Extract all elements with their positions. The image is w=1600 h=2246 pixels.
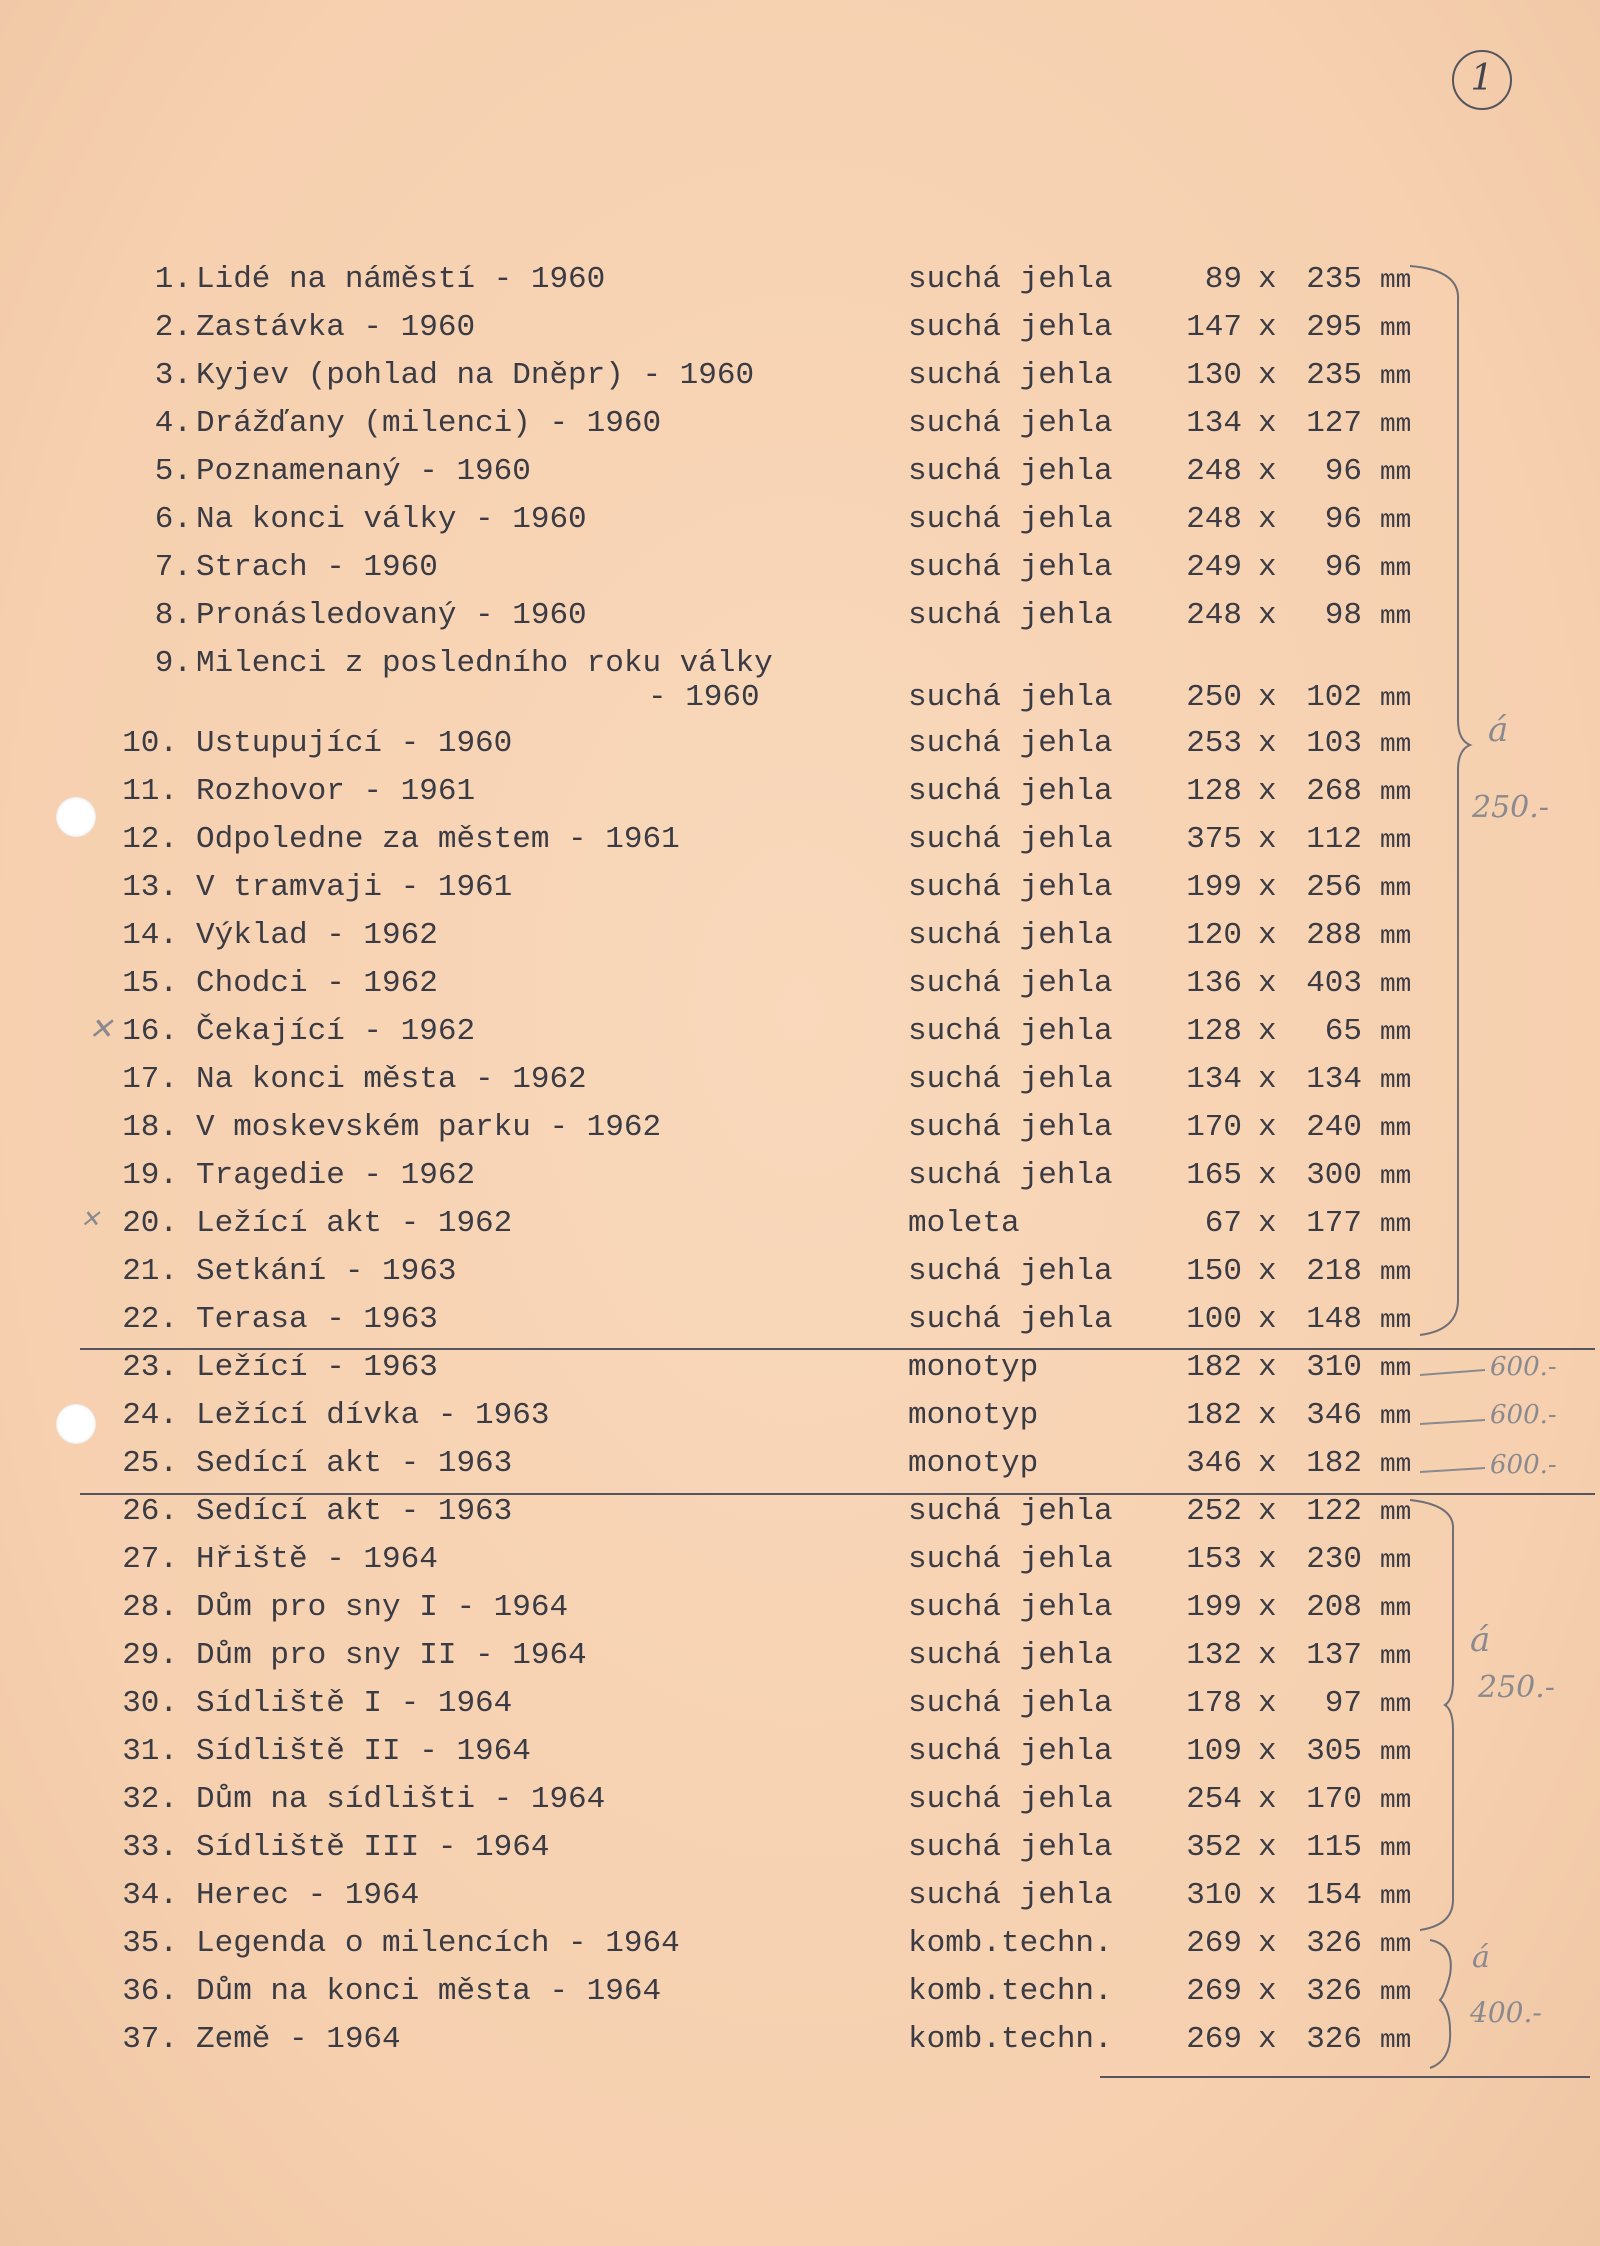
item-unit: mm [1380, 1641, 1412, 1671]
item-title: Rozhovor - 1961 [196, 774, 476, 809]
item-width: 134 [1186, 1062, 1242, 1097]
item-title: Dům na konci města - 1964 [196, 1974, 662, 2009]
dimension-separator: x [1258, 1014, 1277, 1049]
item-unit: mm [1380, 1593, 1412, 1623]
item-technique: suchá jehla [908, 454, 1113, 489]
item-number: 18. [122, 1110, 178, 1145]
item-height: 65 [1324, 1014, 1362, 1049]
pencil-note-price: 600.- [1490, 1400, 1557, 1430]
item-number: 29. [122, 1638, 178, 1673]
item-width: 89 [1204, 262, 1242, 297]
item-width: 153 [1186, 1542, 1242, 1577]
item-technique: suchá jehla [908, 1062, 1113, 1097]
item-height: 326 [1306, 1974, 1362, 2009]
item-technique: suchá jehla [908, 1158, 1113, 1193]
dimension-separator: x [1258, 598, 1277, 633]
item-height: 182 [1306, 1446, 1362, 1481]
item-width: 352 [1186, 1830, 1242, 1865]
item-number: 7. [154, 550, 192, 585]
dimension-separator: x [1258, 1494, 1277, 1529]
item-width: 136 [1186, 966, 1242, 1001]
item-height: 403 [1306, 966, 1362, 1001]
dimension-separator: x [1258, 1398, 1277, 1433]
dimension-separator: x [1258, 918, 1277, 953]
bracket-group-2 [1410, 1500, 1453, 1930]
item-title: Sedící akt - 1963 [196, 1446, 513, 1481]
item-unit: mm [1380, 2025, 1412, 2055]
item-height: 240 [1306, 1110, 1362, 1145]
item-width: 128 [1186, 774, 1242, 809]
item-number: 13. [122, 870, 178, 905]
dimension-separator: x [1258, 1350, 1277, 1385]
pencil-note-price: 400.- [1470, 1996, 1542, 2029]
dimension-separator: x [1258, 1926, 1277, 1961]
item-title: Chodci - 1962 [196, 966, 438, 1001]
item-number: 33. [122, 1830, 178, 1865]
item-number: 19. [122, 1158, 178, 1193]
dimension-separator: x [1258, 406, 1277, 441]
item-unit: mm [1380, 1737, 1412, 1767]
item-height: 102 [1306, 680, 1362, 715]
item-title: Legenda o milencích - 1964 [196, 1926, 680, 1961]
item-unit: mm [1380, 601, 1412, 631]
dimension-separator: x [1258, 1830, 1277, 1865]
item-height: 305 [1306, 1734, 1362, 1769]
item-technique: komb.techn. [908, 1926, 1113, 1961]
item-number: 6. [154, 502, 192, 537]
item-unit: mm [1380, 1833, 1412, 1863]
dimension-separator: x [1258, 1254, 1277, 1289]
dimension-separator: x [1258, 454, 1277, 489]
item-technique: komb.techn. [908, 2022, 1113, 2057]
item-unit: mm [1380, 1065, 1412, 1095]
item-title: Kyjev (pohlad na Dněpr) - 1960 [196, 358, 755, 393]
item-title: Na konci města - 1962 [196, 1062, 587, 1097]
item-technique: suchá jehla [908, 1830, 1113, 1865]
item-technique: suchá jehla [908, 966, 1113, 1001]
item-unit: mm [1380, 1497, 1412, 1527]
item-title: Terasa - 1963 [196, 1302, 438, 1337]
item-unit: mm [1380, 1017, 1412, 1047]
item-height: 112 [1306, 822, 1362, 857]
item-title: Pronásledovaný - 1960 [196, 598, 587, 633]
pencil-note-price: 600.- [1490, 1352, 1557, 1382]
item-unit: mm [1380, 1881, 1412, 1911]
item-technique: monotyp [908, 1398, 1039, 1433]
item-title: Drážďany (milenci) - 1960 [196, 406, 662, 441]
item-title: Poznamenaný - 1960 [196, 454, 531, 489]
item-technique: monotyp [908, 1446, 1039, 1481]
item-width: 100 [1186, 1302, 1242, 1337]
item-height: 346 [1306, 1398, 1362, 1433]
item-number: 21. [122, 1254, 178, 1289]
item-unit: mm [1380, 1977, 1412, 2007]
item-title: Sedící akt - 1963 [196, 1494, 513, 1529]
item-technique: suchá jehla [908, 262, 1113, 297]
item-number: 4. [154, 406, 192, 441]
item-technique: suchá jehla [908, 726, 1113, 761]
item-title: Sídliště I - 1964 [196, 1686, 513, 1721]
item-title: Hřiště - 1964 [196, 1542, 438, 1577]
dimension-separator: x [1258, 1734, 1277, 1769]
item-width: 120 [1186, 918, 1242, 953]
item-height: 326 [1306, 2022, 1362, 2057]
item-height: 235 [1306, 358, 1362, 393]
dimension-separator: x [1258, 1638, 1277, 1673]
item-technique: monotyp [908, 1350, 1039, 1385]
pencil-note-a: á [1488, 710, 1509, 750]
item-unit: mm [1380, 873, 1412, 903]
dimension-separator: x [1258, 262, 1277, 297]
item-number: 16. [122, 1014, 178, 1049]
item-height: 115 [1306, 1830, 1362, 1865]
item-height: 96 [1324, 502, 1362, 537]
dimension-separator: x [1258, 1062, 1277, 1097]
item-unit: mm [1380, 1209, 1412, 1239]
item-technique: suchá jehla [908, 550, 1113, 585]
item-title: Herec - 1964 [196, 1878, 420, 1913]
item-title: Na konci války - 1960 [196, 502, 587, 537]
item-technique: suchá jehla [908, 406, 1113, 441]
item-height: 154 [1306, 1878, 1362, 1913]
dimension-separator: x [1258, 1542, 1277, 1577]
item-unit: mm [1380, 1785, 1412, 1815]
item-width: 178 [1186, 1686, 1242, 1721]
pencil-note-price: 600.- [1490, 1450, 1557, 1480]
item-height: 96 [1324, 454, 1362, 489]
item-number: 24. [122, 1398, 178, 1433]
item-number: 12. [122, 822, 178, 857]
item-width: 109 [1186, 1734, 1242, 1769]
item-number: 15. [122, 966, 178, 1001]
price-dash [1420, 1420, 1485, 1424]
item-number: 3. [154, 358, 192, 393]
item-title: Tragedie - 1962 [196, 1158, 476, 1193]
item-technique: suchá jehla [908, 310, 1113, 345]
item-technique: suchá jehla [908, 1782, 1113, 1817]
item-number: 35. [122, 1926, 178, 1961]
item-height: 295 [1306, 310, 1362, 345]
item-number: 23. [122, 1350, 178, 1385]
dimension-separator: x [1258, 310, 1277, 345]
item-number: 5. [154, 454, 192, 489]
item-technique: suchá jehla [908, 598, 1113, 633]
item-title: V moskevském parku - 1962 [196, 1110, 662, 1145]
item-unit: mm [1380, 777, 1412, 807]
item-title: Dům pro sny I - 1964 [196, 1590, 569, 1625]
item-unit: mm [1380, 1113, 1412, 1143]
dimension-separator: x [1258, 1446, 1277, 1481]
item-height: 218 [1306, 1254, 1362, 1289]
item-title: Země - 1964 [196, 2022, 401, 2057]
item-width: 130 [1186, 358, 1242, 393]
item-width: 250 [1186, 680, 1242, 715]
item-technique: suchá jehla [908, 1254, 1113, 1289]
price-dash [1420, 1370, 1485, 1375]
item-title: Dům na sídlišti - 1964 [196, 1782, 606, 1817]
item-height: 230 [1306, 1542, 1362, 1577]
dimension-separator: x [1258, 2022, 1277, 2057]
item-unit: mm [1380, 729, 1412, 759]
item-width: 67 [1204, 1206, 1242, 1241]
item-title: Odpoledne za městem - 1961 [196, 822, 680, 857]
item-width: 132 [1186, 1638, 1242, 1673]
item-height: 300 [1306, 1158, 1362, 1193]
item-number: 11. [122, 774, 178, 809]
item-title: Zastávka - 1960 [196, 310, 476, 345]
pencil-note-price: 250.- [1478, 1670, 1555, 1705]
item-number: 26. [122, 1494, 178, 1529]
item-title: Milenci z posledního roku války [196, 646, 773, 681]
item-height: 122 [1306, 1494, 1362, 1529]
item-height: 127 [1306, 406, 1362, 441]
item-technique: suchá jehla [908, 1494, 1113, 1529]
item-unit: mm [1380, 683, 1412, 713]
item-technique: suchá jehla [908, 1014, 1113, 1049]
item-unit: mm [1380, 1401, 1412, 1431]
dimension-separator: x [1258, 1110, 1277, 1145]
item-width: 269 [1186, 1974, 1242, 2009]
dimension-separator: x [1258, 870, 1277, 905]
dimension-separator: x [1258, 1782, 1277, 1817]
item-technique: suchá jehla [908, 1638, 1113, 1673]
item-unit: mm [1380, 1353, 1412, 1383]
item-number: 37. [122, 2022, 178, 2057]
item-width: 310 [1186, 1878, 1242, 1913]
dimension-separator: x [1258, 1158, 1277, 1193]
item-title: Ustupující - 1960 [196, 726, 513, 761]
dimension-separator: x [1258, 550, 1277, 585]
page-number: 1 [1452, 50, 1512, 110]
item-technique: moleta [908, 1206, 1020, 1241]
item-technique: suchá jehla [908, 1110, 1113, 1145]
item-title: Strach - 1960 [196, 550, 438, 585]
item-number: 27. [122, 1542, 178, 1577]
dimension-separator: x [1258, 1974, 1277, 2009]
price-dash [1420, 1468, 1485, 1472]
item-height: 96 [1324, 550, 1362, 585]
item-technique: suchá jehla [908, 774, 1113, 809]
item-number: 36. [122, 1974, 178, 2009]
item-title: Ležící akt - 1962 [196, 1206, 513, 1241]
dimension-separator: x [1258, 822, 1277, 857]
item-technique: suchá jehla [908, 870, 1113, 905]
item-number: 25. [122, 1446, 178, 1481]
dimension-separator: x [1258, 680, 1277, 715]
item-unit: mm [1380, 505, 1412, 535]
item-technique: suchá jehla [908, 918, 1113, 953]
item-width: 252 [1186, 1494, 1242, 1529]
item-title: Ležící dívka - 1963 [196, 1398, 550, 1433]
item-technique: suchá jehla [908, 680, 1113, 715]
item-width: 170 [1186, 1110, 1242, 1145]
item-number: 17. [122, 1062, 178, 1097]
item-technique: suchá jehla [908, 358, 1113, 393]
item-width: 248 [1186, 502, 1242, 537]
item-width: 253 [1186, 726, 1242, 761]
item-number: 2. [154, 310, 192, 345]
bracket-group-3 [1430, 1940, 1451, 2068]
pencil-cross-mark: ✕ [88, 1012, 114, 1047]
item-width: 269 [1186, 2022, 1242, 2057]
item-height: 208 [1306, 1590, 1362, 1625]
item-height: 235 [1306, 262, 1362, 297]
item-height: 170 [1306, 1782, 1362, 1817]
item-unit: mm [1380, 361, 1412, 391]
dimension-separator: x [1258, 1590, 1277, 1625]
bracket-group-1 [1410, 266, 1470, 1335]
item-height: 97 [1324, 1686, 1362, 1721]
item-unit: mm [1380, 1257, 1412, 1287]
item-height: 103 [1306, 726, 1362, 761]
item-unit: mm [1380, 553, 1412, 583]
item-height: 268 [1306, 774, 1362, 809]
item-width: 182 [1186, 1350, 1242, 1385]
item-height: 134 [1306, 1062, 1362, 1097]
item-number: 20. [122, 1206, 178, 1241]
pencil-cross-mark: ✕ [80, 1205, 101, 1233]
item-title: Sídliště II - 1964 [196, 1734, 531, 1769]
dimension-separator: x [1258, 1686, 1277, 1721]
item-unit: mm [1380, 265, 1412, 295]
item-number: 34. [122, 1878, 178, 1913]
item-unit: mm [1380, 1161, 1412, 1191]
item-unit: mm [1380, 409, 1412, 439]
item-unit: mm [1380, 969, 1412, 999]
dimension-separator: x [1258, 1206, 1277, 1241]
item-title: Ležící - 1963 [196, 1350, 438, 1385]
item-height: 288 [1306, 918, 1362, 953]
item-title: Dům pro sny II - 1964 [196, 1638, 587, 1673]
item-title: Lidé na náměstí - 1960 [196, 262, 606, 297]
item-width: 182 [1186, 1398, 1242, 1433]
item-width: 165 [1186, 1158, 1242, 1193]
item-technique: komb.techn. [908, 1974, 1113, 2009]
item-technique: suchá jehla [908, 822, 1113, 857]
dimension-separator: x [1258, 1302, 1277, 1337]
dimension-separator: x [1258, 966, 1277, 1001]
item-width: 248 [1186, 598, 1242, 633]
item-height: 326 [1306, 1926, 1362, 1961]
item-width: 249 [1186, 550, 1242, 585]
item-technique: suchá jehla [908, 1878, 1113, 1913]
item-title: Setkání - 1963 [196, 1254, 457, 1289]
item-title: V tramvaji - 1961 [196, 870, 513, 905]
pencil-note-a: á [1472, 1940, 1490, 1975]
item-number: 9. [154, 646, 192, 681]
item-unit: mm [1380, 313, 1412, 343]
item-width: 269 [1186, 1926, 1242, 1961]
item-title: Sídliště III - 1964 [196, 1830, 550, 1865]
item-width: 248 [1186, 454, 1242, 489]
item-technique: suchá jehla [908, 1302, 1113, 1337]
item-number: 8. [154, 598, 192, 633]
item-width: 199 [1186, 1590, 1242, 1625]
item-title: Čekající - 1962 [196, 1014, 476, 1049]
item-unit: mm [1380, 1305, 1412, 1335]
pencil-note-a: á [1470, 1620, 1491, 1660]
dimension-separator: x [1258, 726, 1277, 761]
dimension-separator: x [1258, 358, 1277, 393]
item-width: 134 [1186, 406, 1242, 441]
item-unit: mm [1380, 1545, 1412, 1575]
item-technique: suchá jehla [908, 1590, 1113, 1625]
item-width: 147 [1186, 310, 1242, 345]
item-number: 10. [122, 726, 178, 761]
item-height: 98 [1324, 598, 1362, 633]
item-number: 32. [122, 1782, 178, 1817]
item-unit: mm [1380, 1929, 1412, 1959]
item-width: 128 [1186, 1014, 1242, 1049]
item-height: 177 [1306, 1206, 1362, 1241]
item-number: 31. [122, 1734, 178, 1769]
item-unit: mm [1380, 1689, 1412, 1719]
item-number: 22. [122, 1302, 178, 1337]
item-height: 256 [1306, 870, 1362, 905]
item-width: 375 [1186, 822, 1242, 857]
item-technique: suchá jehla [908, 1734, 1113, 1769]
item-number: 14. [122, 918, 178, 953]
dimension-separator: x [1258, 502, 1277, 537]
item-unit: mm [1380, 457, 1412, 487]
item-title: Výklad - 1962 [196, 918, 438, 953]
item-width: 254 [1186, 1782, 1242, 1817]
item-width: 346 [1186, 1446, 1242, 1481]
item-technique: suchá jehla [908, 1686, 1113, 1721]
item-unit: mm [1380, 921, 1412, 951]
item-width: 150 [1186, 1254, 1242, 1289]
item-height: 148 [1306, 1302, 1362, 1337]
item-number: 28. [122, 1590, 178, 1625]
item-number: 1. [154, 262, 192, 297]
item-unit: mm [1380, 1449, 1412, 1479]
dimension-separator: x [1258, 774, 1277, 809]
dimension-separator: x [1258, 1878, 1277, 1913]
item-unit: mm [1380, 825, 1412, 855]
item-technique: suchá jehla [908, 1542, 1113, 1577]
item-technique: suchá jehla [908, 502, 1113, 537]
item-number: 30. [122, 1686, 178, 1721]
item-height: 137 [1306, 1638, 1362, 1673]
pencil-note-price: 250.- [1472, 790, 1549, 825]
item-height: 310 [1306, 1350, 1362, 1385]
item-width: 199 [1186, 870, 1242, 905]
item-title-continuation: - 1960 [648, 680, 760, 715]
